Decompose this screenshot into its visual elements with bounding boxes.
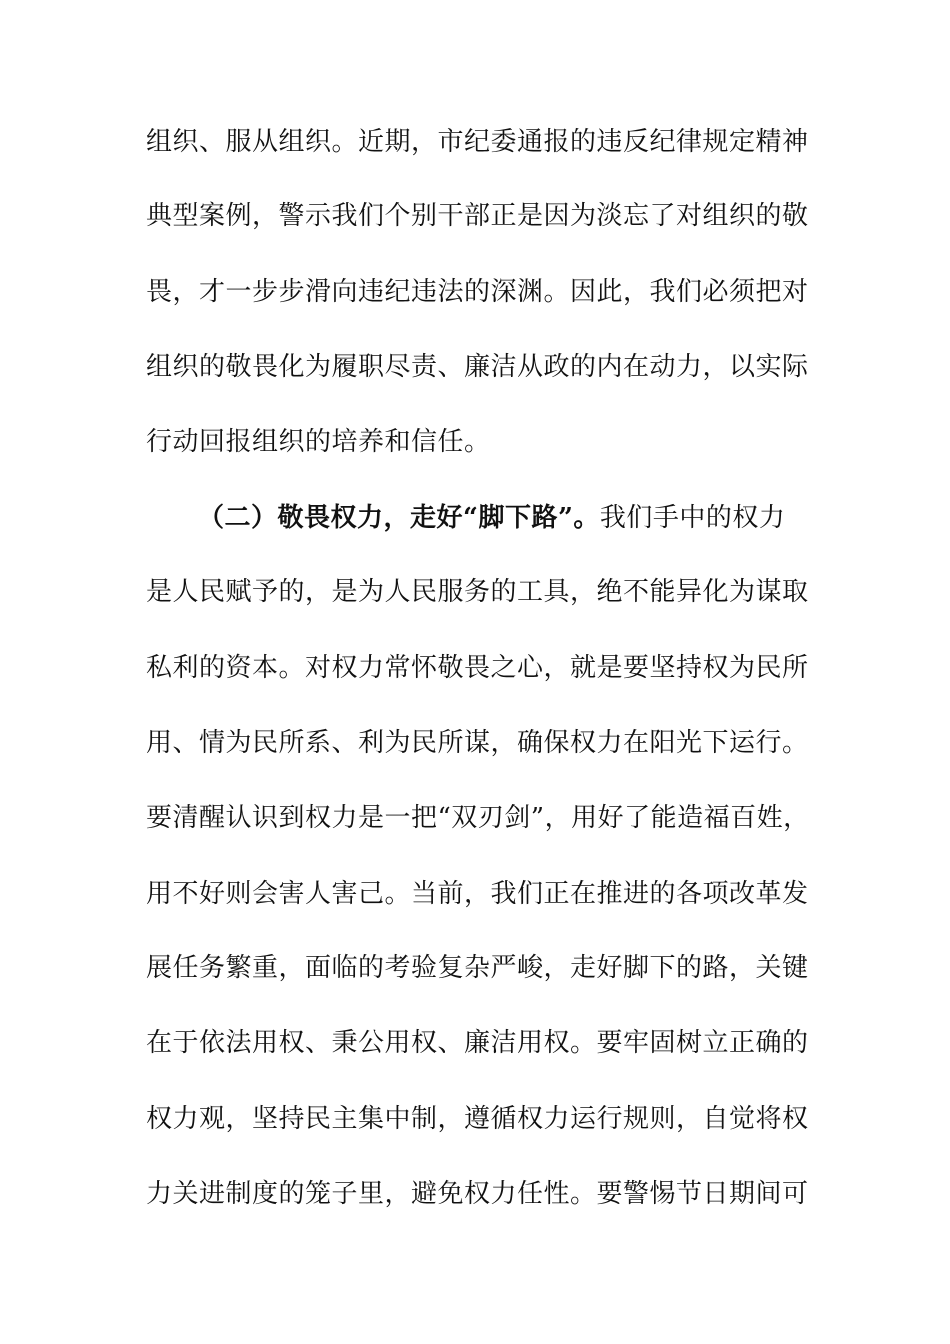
section-heading: （二）敬畏权力，走好“脚下路”。 (198, 503, 600, 533)
paragraph-line: 展任务繁重，面临的考验复杂严峻，走好脚下的路，关键 (146, 953, 809, 983)
paragraph-line: 在于依法用权、秉公用权、廉洁用权。要牢固树立正确的 (146, 1028, 809, 1058)
paragraph-line: 畏，才一步步滑向违纪违法的深渊。因此，我们必须把对 (146, 277, 809, 307)
paragraph-line: 用、情为民所系、利为民所谋，确保权力在阳光下运行。 (146, 728, 809, 758)
paragraph-line: 私利的资本。对权力常怀敬畏之心，就是要坚持权为民所 (146, 653, 809, 683)
paragraph-line: 组织、服从组织。近期，市纪委通报的违反纪律规定精神 (146, 127, 809, 157)
paragraph-line: 组织的敬畏化为履职尽责、廉洁从政的内在动力，以实际 (146, 352, 809, 382)
paragraph-line: 权力观，坚持民主集中制，遵循权力运行规则，自觉将权 (146, 1104, 809, 1134)
section-lead-text: 我们手中的权力 (599, 503, 786, 533)
paragraph-line: 行动回报组织的培养和信任。 (146, 427, 491, 457)
paragraph-line: 力关进制度的笼子里，避免权力任性。要警惕节日期间可 (146, 1179, 809, 1209)
paragraph-line: 典型案例，警示我们个别干部正是因为淡忘了对组织的敬 (146, 201, 809, 231)
paragraph-line: 是人民赋予的，是为人民服务的工具，绝不能异化为谋取 (146, 577, 809, 607)
section-line (198, 500, 785, 536)
paragraph-line: 用不好则会害人害己。当前，我们正在推进的各项改革发 (146, 879, 809, 909)
paragraph-line: 要清醒认识到权力是一把“双刃剑”，用好了能造福百姓， (146, 803, 810, 833)
